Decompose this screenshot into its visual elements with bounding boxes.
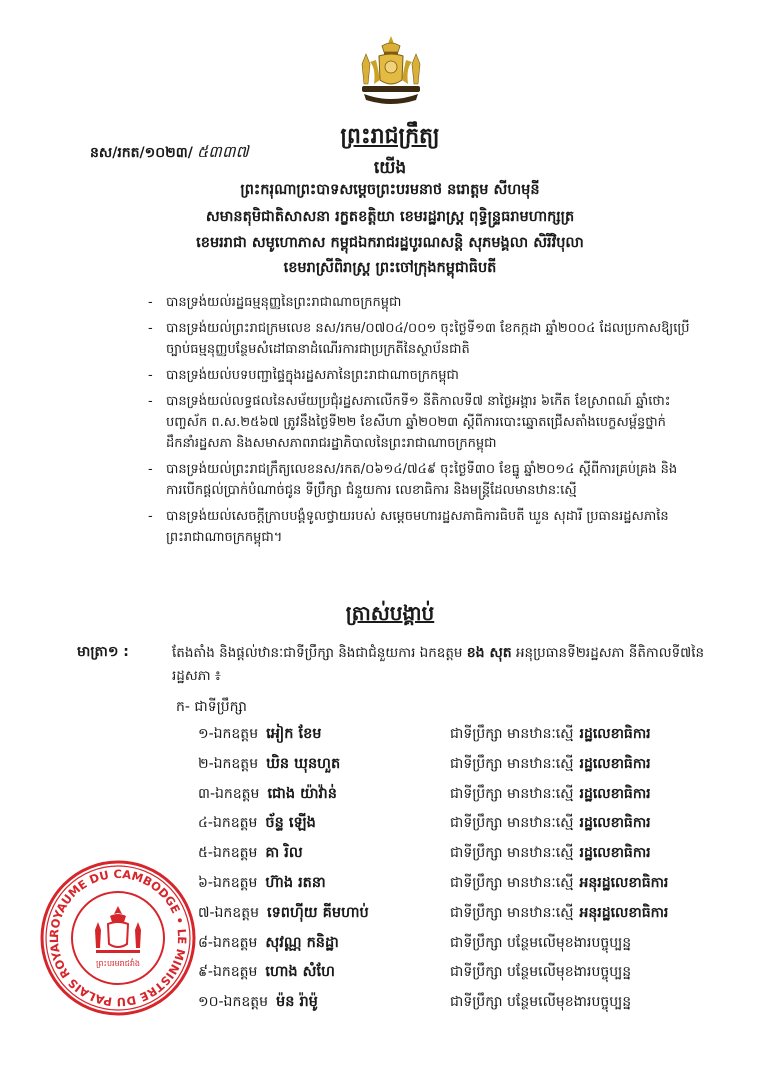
consideration-item: - បានទ្រង់យល់លទ្ធផលនៃសម័យប្រជុំរដ្ឋសភាលើកទី១ នីតិកាលទី៧ នាថ្ងៃអង្គារ ៦កើត ខែស្រាពណ៍ ឆ្នាំថោះ បញ្ចស័ក ព.ស.២៥៦៧ ត្រូវនឹងថ្ងៃទី២២ ខែសីហា ឆ្នាំ២០២៣ ស្តីពីការបោះឆ្នោតជ្រើសតាំងបេក្ខសម្ព័ន្ធថ្នាក់ដឹកនាំរដ្ឋសភា និងសមាសភាពរាជរដ្ឋាភិបាលនៃព្រះរាជាណាចក្រកម្ពុជា (148, 394, 671, 451)
list-item: ១០-ឯកឧត្តម ម៉ន រ៉ាម៉ូ ជាទីប្រឹក្សា បន្ថែមលើមុខងារបច្ចុប្បន្ន (198, 994, 632, 1011)
royal-title-line-4: ខេមរាស្រីពិរាស្ត្រ ព្រះចៅក្រុងកម្ពុជាធិបតី (283, 260, 497, 276)
consideration-item: - បានទ្រង់យល់ព្រះរាជក្រមលេខ នស/រកម/០៧០៤/០០១ ចុះថ្ងៃទី១៣ ខែកក្កដា ឆ្នាំ២០០៤ ដែលប្រកាសឱ្យប្រើច្បាប់ធម្មនុញ្ញបន្ថែមសំដៅធានាដំណើរការជាប្រក្រតីនៃស្ថាប័នជាតិ (148, 321, 690, 357)
section-label: ក- ជាទីប្រឹក្សា (176, 699, 247, 715)
document-title: ព្រះរាជក្រឹត្យ (340, 124, 440, 149)
list-item: ៩-ឯកឧត្តម ហោង សំហែ ជាទីប្រឹក្សា បន្ថែមលើមុខងារបច្ចុប្បន្ន (198, 964, 632, 981)
royal-arms-emblem-icon (352, 34, 430, 110)
list-item: ៨-ឯកឧត្តម សុវណ្ណ កនិដ្ឋា ជាទីប្រឹក្សា បន្ថែមលើមុខងារបច្ចុប្បន្ន (198, 934, 632, 951)
consideration-item: - បានទ្រង់យល់រដ្ឋធម្មនុញ្ញនៃព្រះរាជាណាចក្រកម្ពុជា (148, 295, 402, 310)
list-item: ២-ឯកឧត្តម ឃិន ឃុនហួត ជាទីប្រឹក្សា មានឋានៈស្មើ រដ្ឋលេខាធិការ (198, 755, 651, 772)
seal-outer-text: ROYAUME DU CAMBODGE • LE MINISTRE DU PALAIS ROYAL (46, 866, 190, 1010)
article-label: មាត្រា១ : (77, 644, 129, 660)
list-item: ៥-ឯកឧត្តម គា រិល ជាទីប្រឹក្សា មានឋានៈស្មើ រដ្ឋលេខាធិការ (198, 845, 651, 862)
document-subject: យើង (373, 158, 407, 178)
members-list (198, 724, 738, 1022)
list-item: ៣-ឯកឧត្តម ជោង យ៉ាវ៉ាន់ ជាទីប្រឹក្សា មានឋានៈស្មើ រដ្ឋលេខាធិការ (198, 785, 651, 802)
article-highlight-name: ខង សុត (466, 645, 512, 661)
consideration-item: - បានទ្រង់យល់ព្រះរាជក្រឹត្យលេខនស/រកត/០៦១៤/៧៤៩ ចុះថ្ងៃទី៣០ ខែធ្នូ ឆ្នាំ២០១៤ ស្តីពីការគ្រប់គ្រង និងការបើកផ្តល់ប្រាក់បំណាច់ជូន ទីប្រឹក្សា ជំនួយការ លេខាធិការ និងមន្ត្រីដែលមានឋានៈស្មើ (148, 462, 678, 498)
article-text: តែងតាំង និងផ្តល់ឋានៈជាទីប្រឹក្សា និងជាជំនួយការ ឯកឧត្តម ខង សុត អនុប្រធានទី២រដ្ឋសភា នីតិកាលទី៧នៃរដ្ឋសភា ៖ (172, 645, 705, 684)
decision-title: ត្រាស់បង្គាប់ (345, 601, 435, 625)
royal-title-line-2: សមានតុមិជាតិសាសនា រក្ខតខត្តិយា ខេមរដ្ឋរាស្ត្រ ពុទ្ធិន្ទ្រធរាមហាក្សត្រ (205, 209, 575, 225)
royal-title-line-3: ខេមររាជា សមូហោភាស កម្ពុជឯករាជរដ្ឋបូរណសន្តិ សុភមង្គលា សិរីវិបុលា (196, 235, 584, 251)
consideration-item: - បានទ្រង់យល់សេចក្តីក្រាបបង្គំទូលថ្វាយរបស់ សម្តេចមហារដ្ឋសភាធិការធិបតី ឃួន សុដារី ប្រធានរដ្ឋសភានៃព្រះរាជាណាចក្រកម្ពុជា។ (148, 509, 669, 545)
royal-title-line-1: ព្រះករុណាព្រះបាទសម្តេចព្រះបរមនាថ នរោត្តម សីហមុនី (240, 182, 540, 198)
considerations-list (148, 292, 693, 553)
list-item: ១-ឯកឧត្តម អៀក ខែម ជាទីប្រឹក្សា មានឋានៈស្មើ រដ្ឋលេខាធិការ (198, 726, 651, 742)
consideration-item: - បានទ្រង់យល់បទបញ្ជាផ្ទៃក្នុងរដ្ឋសភានៃព្រះរាជាណាចក្រកម្ពុជា (148, 368, 459, 383)
reference-number-printed: នស/រកត/១០២៣/ (90, 145, 193, 161)
reference-number-handwritten: ៥៣៣៧ (196, 142, 249, 161)
list-item: ៧-ឯកឧត្តម ទេពហ៊ីយ គីមហាប់ ជាទីប្រឹក្សា មានឋានៈស្មើ អនុរដ្ឋលេខាធិការ (198, 904, 669, 921)
seal-inner-text: ព្រះបរមរាជវាំង (96, 959, 140, 968)
royal-palace-seal-icon (38, 858, 198, 1018)
list-item: ៦-ឯកឧត្តម ហ៊ាង រតនា ជាទីប្រឹក្សា មានឋានៈស្មើ អនុរដ្ឋលេខាធិការ (198, 874, 669, 891)
list-item: ៤-ឯកឧត្តម ច័ន្ទ ឡើង ជាទីប្រឹក្សា មានឋានៈស្មើ រដ្ឋលេខាធិការ (198, 815, 651, 832)
